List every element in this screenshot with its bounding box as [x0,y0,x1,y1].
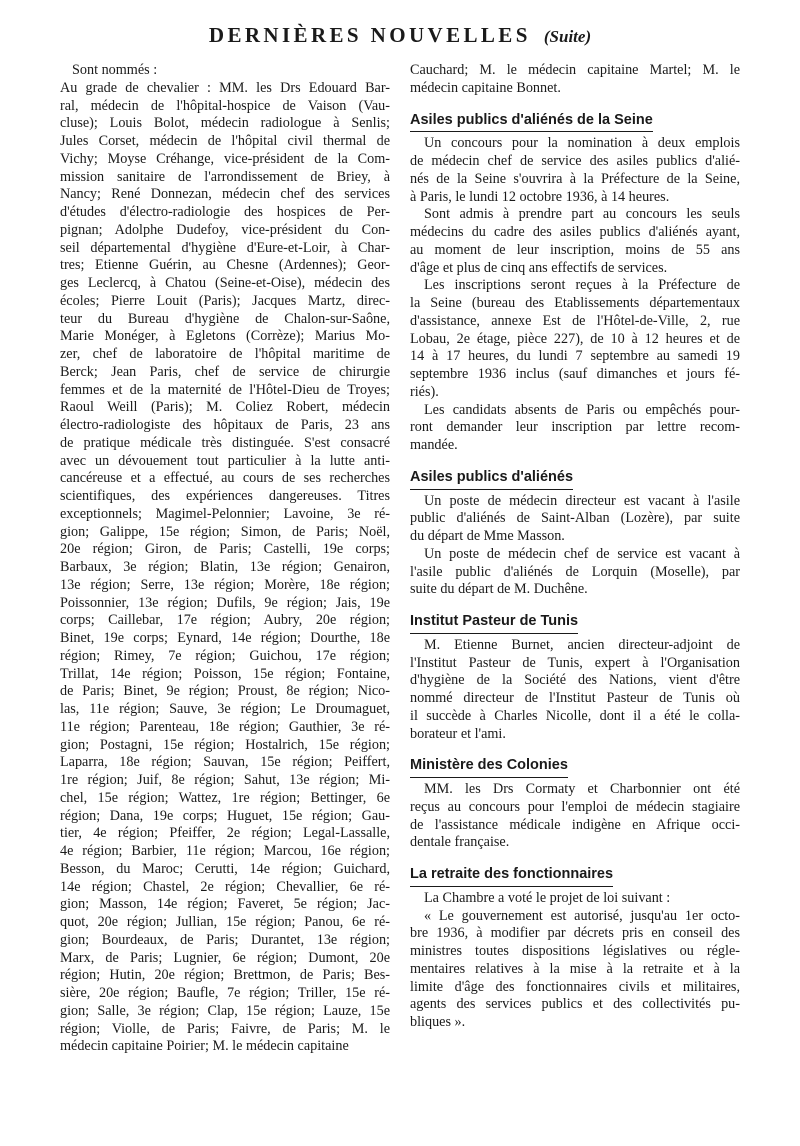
section-heading: Asiles publics d'aliénés de la Seine [410,112,653,133]
text-line: Au grade de chevalier : MM. les Drs Edouard Bar- [60,79,390,96]
text-line: 14e région; Chastel, 2e région; Chevallier, 6e ré- [60,878,390,895]
text-line: nommé directeur de l'Institut Pasteur de Tunis où [410,690,740,706]
text-line: région; Hutin, 20e région; Brettmon, de Paris; Bes- [60,967,390,984]
text-line: gion; Salle, 3e région; Clap, 15e région; Lauze, 15e [60,1002,390,1019]
text-line: ront demander leur inscription par lettre recom- [410,419,740,436]
page-title-suite: (Suite) [543,27,592,46]
text-line: ges Leclercq, à Chatou (Seine-et-Oise), médecin des [60,275,390,291]
text-line: Besson, du Maroc; Cerutti, 14e région; Guichard, [60,860,390,877]
text-line: Un concours pour la nomination à deux emplois [424,135,740,152]
intro-line: Sont nommés : [72,62,158,78]
text-line: électro-radiologiste des hôpitaux de Paris, 23 ans [60,417,390,433]
text-line: 11e région; Parenteau, 18e région; Gauthier, 3e ré- [60,718,390,735]
section-paragraph [410,493,740,546]
text-line: Marie Monéger, à Egletons (Corrèze); Marius Mo- [60,328,390,345]
text-line: Jules Corset, médecin de l'hôpital civil thermal de [60,133,390,149]
nominations-paragraph [60,80,390,1056]
text-line: exceptionnels; Magimel-Pelonnier; Lavoine, 3e ré- [60,505,390,522]
text-line: bre 1936, à modifier par décrets pris en conseil des [410,925,740,942]
text-line: médecin capitaine Bonnet. [410,79,561,96]
news-section [410,613,740,743]
text-line: Trillat, 14e région; Poisson, 15e région; Fontaine, [60,665,390,682]
text-line: MM. les Drs Cormaty et Charbonnier ont été [424,781,740,797]
text-line: quot, 20e région; Jullian, 15e région; Panou, 6e ré- [60,914,390,930]
text-line: scientifiques, des expériences dangereuses. Titres [60,488,390,504]
text-line: Lobau, 2e étage, pièce 227), de 10 à 12 heures et de [410,330,740,347]
text-line: bliques ». [410,1014,466,1030]
text-line: suite du départ de M. Duchêne. [410,581,588,598]
text-line: Un poste de médecin chef de service est vacant à [424,545,740,562]
text-line: mission sanitaire de l'arrondissement de Briey, à [60,168,390,185]
section-paragraph [410,206,740,277]
text-line: M. Etienne Burnet, ancien directeur-adjoint de [424,636,740,653]
text-line: seil départemental d'hygiène d'Eure-et-Loir, à Char- [60,239,390,256]
text-line: de pratique médicale très distinguée. S'est consacré [60,434,390,451]
text-line: médecin capitaine Poirier; M. le médecin capitaine [60,1038,349,1055]
text-line: gion; Postagni, 15e région; Hostalrich, 15e région; [60,736,390,753]
text-line: médecins du cadre des asiles publics d'aliénés ayant, [410,224,740,240]
text-line: La Chambre a voté le projet de loi suivant : [424,889,671,906]
text-line: gion; Masson, 14e région; Faveret, 5e région; Jac- [60,896,390,913]
text-line: dentale française. [410,834,510,851]
section-paragraph [410,781,740,852]
text-line: Raoul Weill (Paris); M. Coliez Robert, médecin [60,399,390,416]
section-paragraph [410,402,740,455]
text-line: teur du Bureau d'hygiène de Chalon-sur-Saône, [60,310,390,327]
text-line: d'études d'électro-radiologie des hospices de Per- [60,204,390,220]
text-line: femmes et de la maternité de l'Hôtel-Dieu de Troyes; [60,381,390,398]
text-line: Un poste de médecin directeur est vacant à l'asile [424,492,740,509]
text-line: d'hygiène de la Société des Nations, vient d'être [410,672,740,689]
text-line: de médecin chef de service des asiles publics d'alié- [410,153,740,169]
text-line: riés). [410,383,439,400]
news-sections [410,112,740,1032]
text-line: pignan; Adolphe Dudefoy, vice-président du Con- [60,221,390,238]
news-section [410,469,740,599]
text-line: 14 à 17 heures, du lundi 7 septembre au samedi 19 [410,348,740,365]
page-header [0,23,800,48]
text-line: Poissonnier, 13e région; Dufils, 9e région; Jais, 19e [60,594,390,611]
text-line: Les candidats absents de Paris ou empêchés pour- [424,401,740,418]
text-line: à Paris, le lundi 12 octobre 1936, à 14 heures. [410,188,670,205]
text-line: région; Rimey, 7e région; Guichou, 17e région; [60,647,390,664]
text-line: public d'aliénés de Saint-Alban (Lozère), par suite [410,510,740,527]
text-line: gion; Bourdeaux, de Paris; Durantet, 13e région; [60,931,390,948]
news-section [410,112,740,455]
text-line: 4e région; Barbier, 11e région; Marcou, 16e région; [60,843,390,859]
text-line: chel, 15e région; Wattez, 1re région; Bettinger, 6e [60,789,390,806]
text-line: l'asile public d'aliénés de Lorquin (Moselle), par [410,563,740,580]
text-line: écoles; Pierre Louit (Paris); Jacques Martz, direc- [60,292,390,309]
text-line: 20e région; Giron, de Paris; Castelli, 19e corps; [60,541,390,558]
text-line: tier, 4e région; Pfeiffer, 2e région; Legal-Lassalle, [60,825,390,842]
text-line: Les inscriptions seront reçues à la Préfecture de [424,277,740,294]
text-line: reçus au concours pour l'emploi de médecin stagiaire [410,798,740,815]
text-line: d'assistance, annexe Est de l'Hôtel-de-Ville, 2, rue [410,312,740,329]
section-paragraph [410,277,740,401]
continuation-paragraph [410,62,740,98]
text-line: agents des services publics et des collectivités pu- [410,996,740,1013]
text-line: Sont admis à prendre part au concours les seuls [424,206,740,223]
text-line: Vichy; Moyse Créhange, vice-président de la Com- [60,150,390,167]
section-paragraph [410,637,740,744]
section-paragraph [410,546,740,599]
text-line: Laparra, 18e région; Sauvan, 15e région; Peiffert, [60,754,390,771]
text-line: ministres toutes dispositions législatives ou régle- [410,943,740,959]
text-line: l'Institut Pasteur de Tunis, expert à l'Organisation [410,654,740,671]
text-line: mentaires relatives à la mise à la retraite et à la [410,960,740,977]
text-line: Cauchard; M. le médecin capitaine Martel; M. le [410,62,740,78]
text-line: au moment de leur inscription, moins de 55 ans [410,241,740,258]
text-line: Marx, de Paris; Lugnier, 6e région; Dumont, 20e [60,949,390,966]
text-line: du départ de Mme Masson. [410,528,565,544]
text-line: il succède à Charles Nicolle, dont il a été le colla- [410,707,740,724]
text-line: Nancy; René Donnezan, médecin chef des services [60,186,390,203]
text-line: sière, 20e région; Baufle, 7e région; Triller, 15e ré- [60,985,390,1001]
text-line: borateur et l'ami. [410,725,506,742]
section-paragraph [410,908,740,1032]
news-section [410,866,740,1032]
text-line: la Seine (bureau des Etablissements départementaux [410,295,740,311]
right-column [410,62,740,1032]
text-line: région; Dana, 19e corps; Huguet, 15e région; Gau- [60,807,390,824]
text-line: tres; Etienne Guérin, au Chesne (Ardennes); Geor- [60,257,390,274]
page-title: DERNIÈRES NOUVELLES [208,23,531,47]
news-section [410,757,740,852]
section-paragraph [410,890,740,908]
text-line: Berck; Jean Paris, chef de service de chirurgie [60,363,390,380]
text-line: mandée. [410,437,458,453]
section-heading: La retraite des fonctionnaires [410,866,613,887]
text-line: région; Violle, de Paris; Faivre, de Paris; M. le [60,1020,390,1037]
text-line: de Paris; Binet, 9e région; Proust, 8e région; Nico- [60,683,390,700]
text-line: cluse); Louis Bolot, médecin radiologue à Senlis; [60,115,390,132]
section-heading: Asiles publics d'aliénés [410,469,573,490]
text-line: de l'assistance médicale indigène en Afrique occi- [410,816,740,833]
text-line: Barbaux, 3e région; Blatin, 13e région; Genairon, [60,559,390,575]
text-line: gion; Galippe, 15e région; Simon, de Paris; Noël, [60,523,390,540]
text-line: 1re région; Juif, 8e région; Sahut, 13e région; Mi- [60,772,390,788]
left-column [60,62,390,1056]
text-line: ral, médecin de l'hôpital-hospice de Vaison (Vau- [60,97,390,114]
text-line: corps; Caillebar, 17e région; Aubry, 20e région; [60,612,390,629]
text-line: las, 11e région; Sauve, 3e région; Le Droumaguet, [60,701,390,717]
section-paragraph [410,135,740,206]
text-line: septembre 1936 inclus (sauf dimanches et jours fé- [410,366,740,382]
text-line: Binet, 19e corps; Eynard, 14e région; Dourthe, 18e [60,630,390,646]
text-line: cancéreuse et a effectué, au cours de ses recherches [60,470,390,487]
text-line: avec un dévouement tout particulier à la lutte anti- [60,452,390,469]
text-line: nés de la Seine s'ouvrira à la Préfecture de la Seine, [410,170,740,187]
text-line: zer, chef de laboratoire de l'hôpital maritime de [60,346,390,362]
text-line: « Le gouvernement est autorisé, jusqu'au 1er octo- [424,907,740,924]
text-line: 13e région; Serre, 13e région; Morère, 18e région; [60,576,390,593]
section-heading: Ministère des Colonies [410,757,568,778]
section-heading: Institut Pasteur de Tunis [410,613,578,634]
text-line: limite d'âge des fonctionnaires civils et militaires, [410,978,740,995]
text-line: d'âge et plus de cinq ans effectifs de services. [410,259,668,276]
